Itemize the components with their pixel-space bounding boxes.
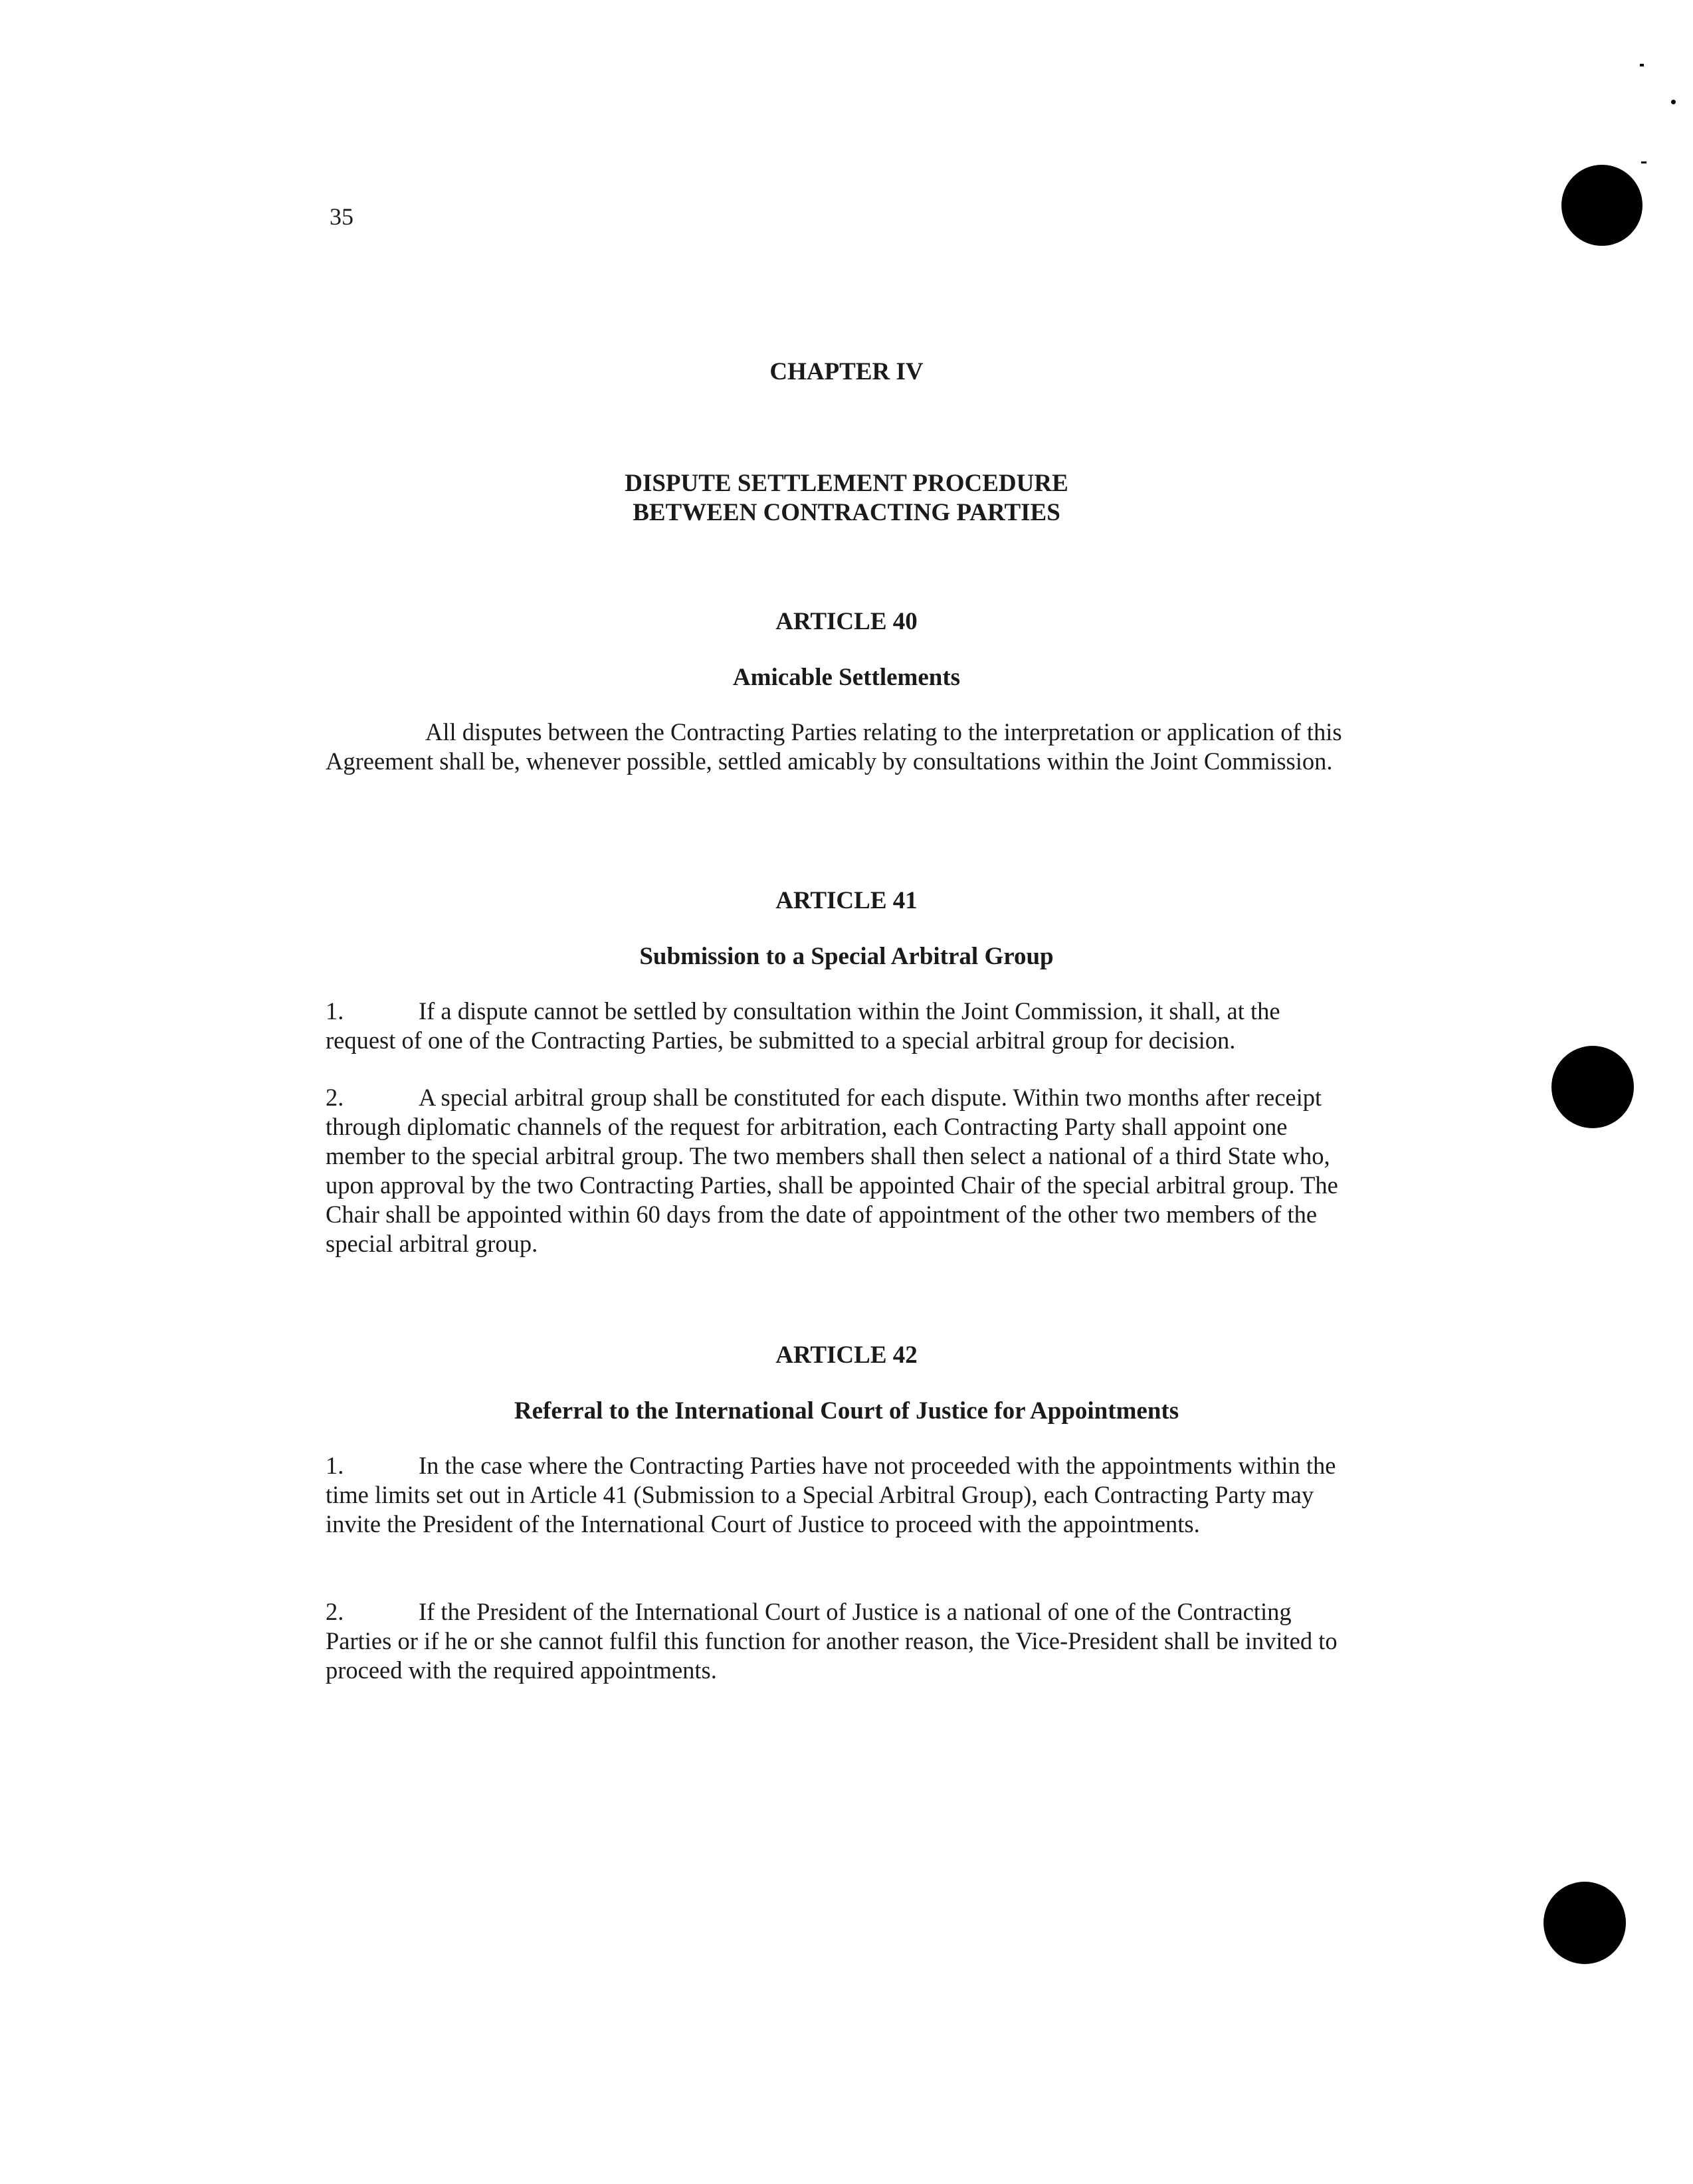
chapter-title: CHAPTER IV: [769, 358, 924, 385]
article-42-heading: ARTICLE 42: [775, 1341, 918, 1369]
page-number: 35: [330, 203, 353, 230]
paragraph-number: 2.: [326, 1084, 344, 1111]
scan-speck: [1671, 100, 1676, 104]
paragraph-number: 1.: [326, 997, 344, 1025]
article-40-heading: ARTICLE 40: [775, 608, 918, 635]
article-42-paragraph-1: [326, 1451, 1349, 1539]
paragraph-text: If the President of the International Court of Justice is a national of one of the Contracting Parties or if he or she cannot fulfil this function for another reason, the Vice-President shall be invited to proceed with the required appointments.: [326, 1598, 1338, 1684]
paragraph-number: 2.: [326, 1598, 344, 1625]
paragraph-text: A special arbitral group shall be constituted for each dispute. Within two months after receipt through diplomatic channels of the request for arbitration, each Contracting Party shall appoint one member to the special arbitral group. The two members shall then select a national of a third State who, upon approval by the two Contracting Parties, shall be appointed Chair of the special arbitral group. The Chair shall be appointed within 60 days from the date of appointment of the other two members of the special arbitral group.: [326, 1084, 1338, 1257]
article-41-heading: ARTICLE 41: [775, 887, 918, 914]
punch-hole-top: [1561, 165, 1643, 246]
paragraph-text: If a dispute cannot be settled by consultation within the Joint Commission, it shall, at the request of one of the Contracting Parties, be submitted to a special arbitral group for decision.: [326, 997, 1280, 1054]
chapter-subtitle-line2: BETWEEN CONTRACTING PARTIES: [633, 499, 1060, 526]
article-41-title: Submission to a Special Arbitral Group: [639, 943, 1054, 970]
article-42-paragraph-2: [326, 1597, 1349, 1685]
article-42-title: Referral to the International Court of Justice for Appointments: [514, 1397, 1179, 1425]
article-40-paragraph: All disputes between the Contracting Parties relating to the interpretation or application of this Agreement shall be, whenever possible, settled amicably by consultations within the Joint Commission.: [326, 718, 1342, 775]
punch-hole-bottom: [1544, 1882, 1626, 1964]
paragraph-number: 1.: [326, 1452, 344, 1479]
scan-speck: [1640, 64, 1644, 66]
paragraph-text: In the case where the Contracting Parties have not proceeded with the appointments within the time limits set out in Article 41 (Submission to a Special Arbitral Group), each Contracting Party may invite the President of the International Court of Justice to proceed with the appointments.: [326, 1452, 1336, 1538]
article-41-paragraph-2: [326, 1083, 1349, 1258]
article-41-paragraph-1: [326, 997, 1349, 1055]
scan-speck: [1641, 161, 1646, 163]
punch-hole-middle: [1551, 1046, 1634, 1128]
article-40-title: Amicable Settlements: [732, 664, 961, 691]
chapter-subtitle-line1: DISPUTE SETTLEMENT PROCEDURE: [625, 470, 1068, 497]
